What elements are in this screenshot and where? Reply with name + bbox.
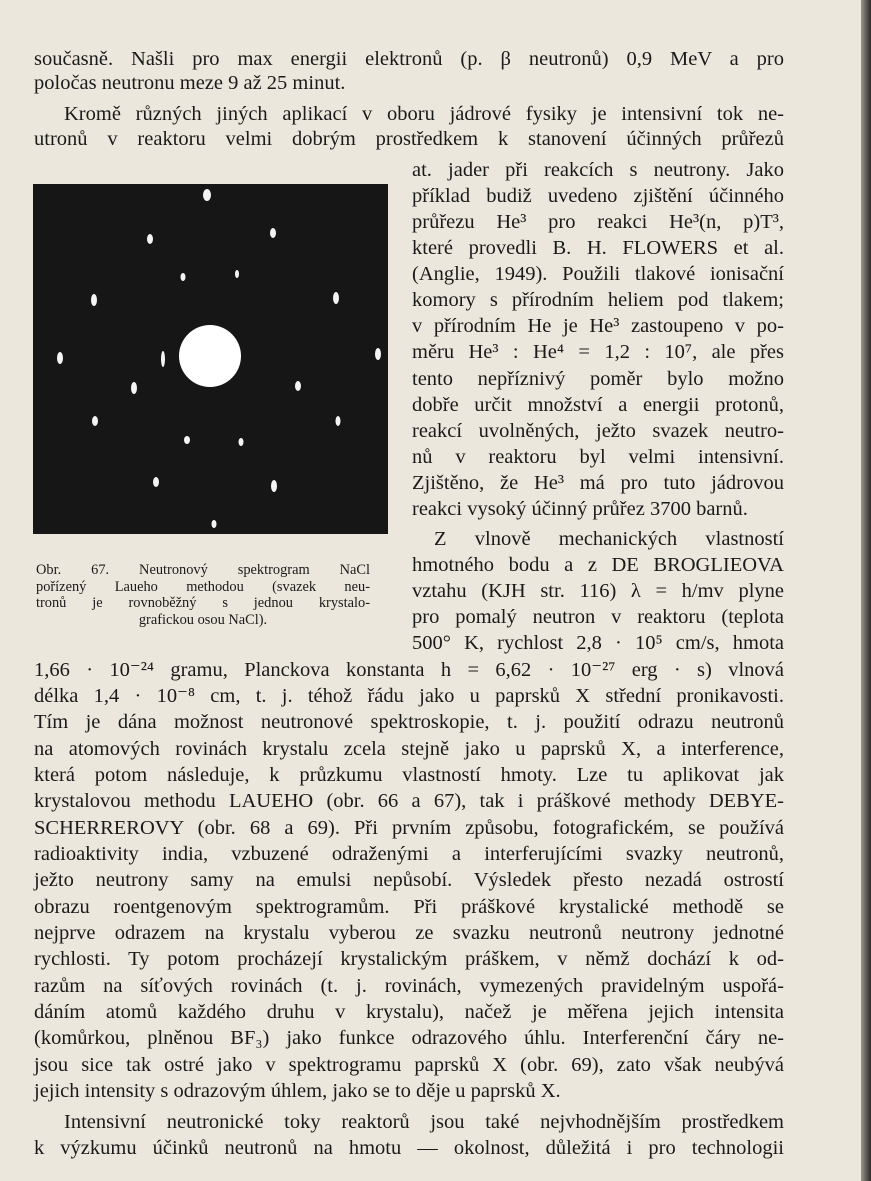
text-line: dobře určit množství a energii protonů,: [412, 394, 784, 416]
text-line: hmotného bodu a z DE BROGLIEOVA: [412, 554, 784, 576]
page-edge-shadow: [861, 0, 871, 1181]
caption-line: Obr. 67. Neutronový spektrogram NaCl: [36, 562, 370, 578]
text-line: délka 1,4 · 10⁻⁸ cm, t. j. téhož řádu jako u paprsků X střední pronikavosti.: [34, 685, 784, 707]
text-line: Tím je dána možnost neutronové spektroskopie, t. j. použití odrazu neutronů: [34, 711, 784, 733]
text-line: radioaktivity india, vzbuzené odraženými a interferujícími svazky neutronů,: [34, 843, 784, 865]
figure-caption: [36, 562, 370, 628]
text-line: příklad budiž uvedeno zjištění účinného: [412, 185, 784, 207]
text-line: Zjištěno, že He³ má pro tuto jádrovou: [412, 472, 784, 494]
caption-line: tronů je rovnoběžný s jednou krystalo-: [36, 595, 370, 611]
text-line: krystalovou methodu LAUEHO (obr. 66 a 67), tak i práškové methody DEBYE-: [34, 790, 784, 812]
text-line: jsou sice tak ostré jako v spektrogramu paprsků X (obr. 69), zato však neubývá: [34, 1054, 784, 1076]
laue-spectrogram-figure: [33, 184, 388, 534]
text-line: měru He³ : He⁴ = 1,2 : 10⁷, ale přes: [412, 341, 784, 363]
text-line: Z vlnově mechanických vlastností: [434, 528, 784, 550]
caption-line: grafickou osou NaCl).: [138, 611, 268, 628]
text-line: (Anglie, 1949). Použili tlakové ionisační: [412, 263, 784, 285]
text-line: současně. Našli pro max energii elektronů (p. β neutronů) 0,9 MeV a pro: [34, 48, 784, 70]
text-line: která potom následuje, k průzkumu vlastností hmoty. Lze tu aplikovat jak: [34, 764, 784, 786]
text-line: obrazu roentgenovým spektrogramům. Při práškové krystalické methodě se: [34, 896, 784, 918]
text-line: SCHERREROVY (obr. 68 a 69). Při prvním způsobu, fotografickém, se používá: [34, 817, 784, 839]
text-line: 1,66 · 10⁻²⁴ gramu, Planckova konstanta h = 6,62 · 10⁻²⁷ erg · s) vlnová: [34, 659, 784, 681]
text-line: reakci vysoký účinný průřez 3700 barnů.: [412, 498, 748, 520]
text-line: dáním atomů každého druhu v krystalu), načež je měřena jejich intensita: [34, 1001, 784, 1023]
text-line: poločas neutronu meze 9 až 25 minut.: [34, 72, 346, 94]
text-line: vztahu (KJH str. 116) λ = h/mv plyne: [412, 580, 784, 602]
text-line: nejprve odrazem na krystalu vyberou ze svazku neutronů neutrony jednotné: [34, 922, 784, 944]
text-line: (komůrkou, plněnou BF₃) jako funkce odrazového úhlu. Interferenční čáry ne-: [34, 1027, 784, 1049]
text-line: které provedli B. H. FLOWERS et al.: [412, 237, 784, 259]
caption-line: pořízený Laueho methodou (svazek neu-: [36, 578, 370, 595]
text-line: rychlosti. Ty potom procházejí krystalickým práškem, v němž dochází k od-: [34, 948, 784, 970]
text-line: k výzkumu účinků neutronů na hmotu — okolnost, důležitá i pro technologii: [34, 1137, 784, 1159]
text-line: průřezu He³ pro reakci He³(n, p)T³,: [412, 211, 784, 233]
laue-spectrogram-image: [33, 184, 388, 534]
text-line: ježto neutrony samy na emulsi nepůsobí. Výsledek přesto nezadá ostrostí: [34, 869, 784, 891]
text-line: pro pomalý neutron v reaktoru (teplota: [412, 606, 784, 628]
text-line: utronů v reaktoru velmi dobrým prostředkem k stanovení účinných průřezů: [34, 128, 784, 150]
text-line: jejich intensity s odrazovým úhlem, jako se to děje u paprsků X.: [34, 1080, 561, 1102]
text-line: 500° K, rychlost 2,8 · 10⁵ cm/s, hmota: [412, 632, 784, 654]
text-line: Kromě různých jiných aplikací v oboru jádrové fysiky je intensivní tok ne-: [64, 103, 784, 125]
text-line: v přírodním He je He³ zastoupeno v po-: [412, 315, 784, 337]
text-line: na atomových rovinách krystalu zcela stejně jako u paprsků X, a interference,: [34, 738, 784, 760]
text-line: Intensivní neutronické toky reaktorů jsou také nejvhodnějším prostředkem: [64, 1111, 784, 1133]
text-line: at. jader při reakcích s neutrony. Jako: [412, 159, 784, 181]
text-line: razům na síťových rovinách (t. j. rovinách, vymezených pravidelným uspořá-: [34, 975, 784, 997]
text-line: tento nepříznivý poměr bylo možno: [412, 368, 784, 390]
text-line: nů v reaktoru byl velmi intensivní.: [412, 446, 784, 468]
text-line: reakcí uvolněných, ježto svazek neutro-: [412, 420, 784, 442]
text-line: komory s přírodním heliem pod tlakem;: [412, 289, 784, 311]
